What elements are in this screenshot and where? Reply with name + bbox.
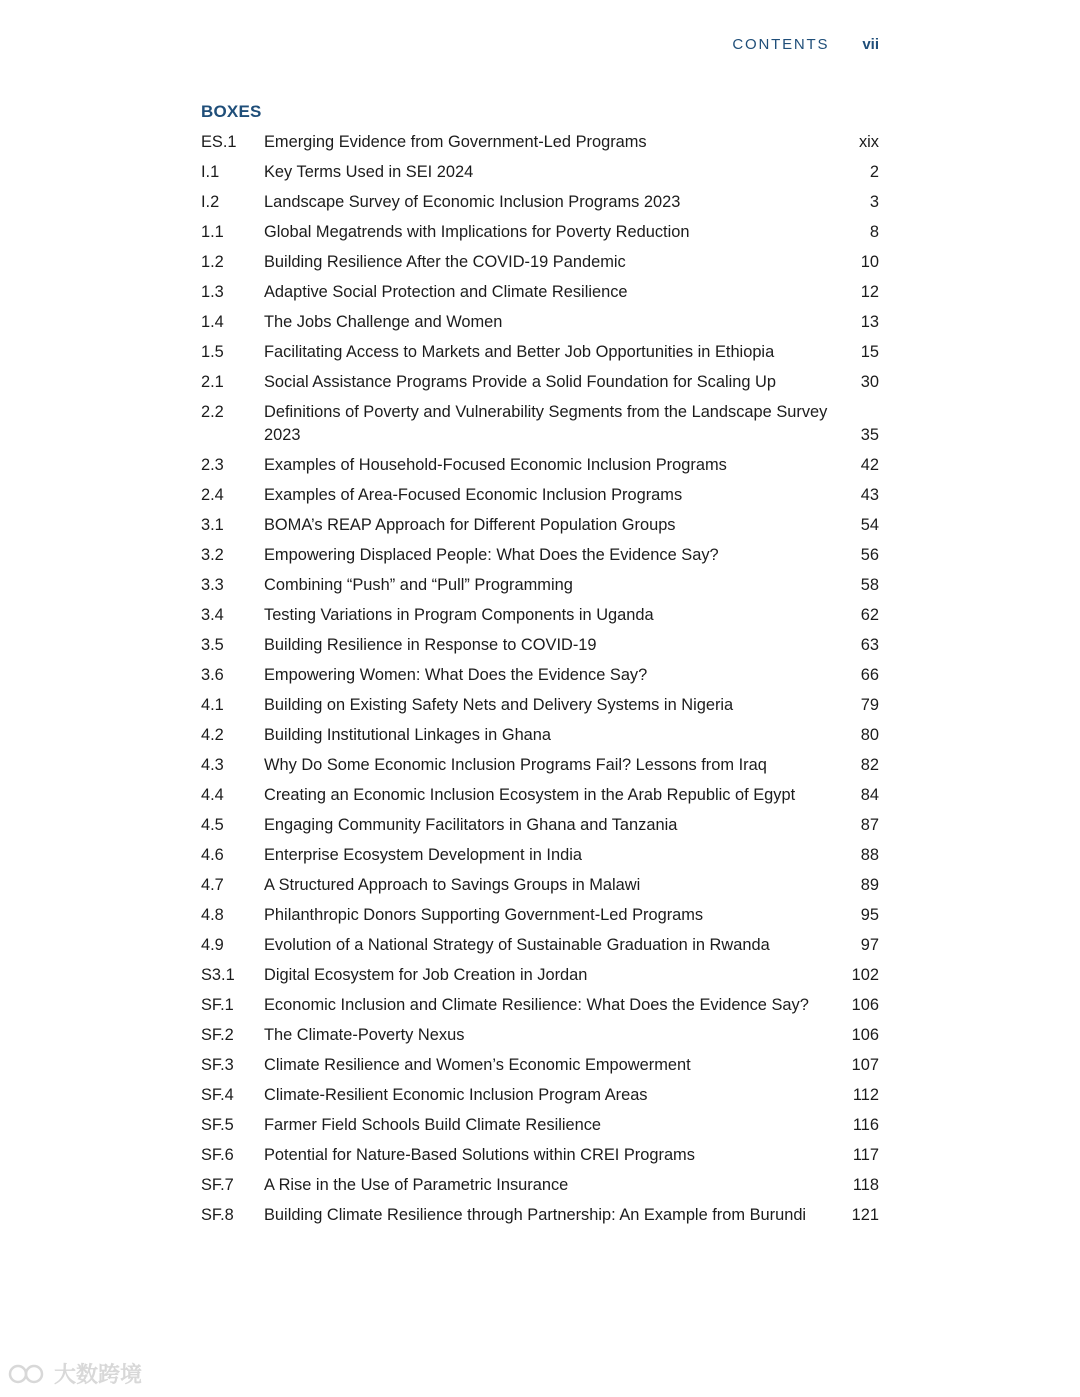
entry-page: 8	[869, 223, 879, 241]
entry-page: 30	[860, 373, 879, 391]
entry-number: 1.2	[201, 253, 224, 271]
toc-entry[interactable]	[201, 934, 879, 957]
toc-entry[interactable]	[201, 574, 879, 597]
toc-entry[interactable]	[201, 814, 879, 837]
toc-entry[interactable]	[201, 1084, 879, 1107]
entry-number: 3.3	[201, 575, 224, 594]
entry-number: 3.2	[201, 545, 224, 564]
entry-page: 89	[860, 875, 879, 894]
entry-page: 117	[852, 1145, 879, 1164]
entry-title: Empowering Women: What Does the Evidence Say?	[264, 665, 648, 684]
entry-number: SF.7	[201, 1175, 234, 1194]
entry-title: Climate Resilience and Women’s Economic Empowerment	[264, 1055, 691, 1074]
toc-entry[interactable]	[201, 341, 879, 364]
toc-entry[interactable]	[201, 874, 879, 897]
entry-page: 121	[851, 1205, 879, 1224]
entry-page: 56	[860, 545, 879, 564]
entry-number: SF.6	[201, 1145, 234, 1164]
toc-entry[interactable]	[201, 1114, 879, 1137]
entry-number: 4.4	[201, 785, 224, 804]
toc-entry[interactable]	[201, 844, 879, 867]
toc-entry[interactable]	[201, 964, 879, 987]
toc-entry[interactable]	[201, 131, 879, 154]
entry-page: 106	[851, 1025, 879, 1044]
entry-title: Adaptive Social Protection and Climate Resilience	[264, 283, 628, 301]
entry-number: I.1	[201, 163, 220, 181]
entry-page: 15	[860, 343, 879, 361]
watermark	[8, 1358, 142, 1389]
entry-page: 66	[860, 665, 879, 684]
entry-page: 82	[860, 755, 879, 774]
entry-number: 3.1	[201, 515, 224, 534]
entry-title: A Structured Approach to Savings Groups in Malawi	[264, 875, 641, 894]
toc-entry[interactable]	[201, 251, 879, 274]
entry-number: 2.2	[201, 403, 224, 421]
entry-number: 4.8	[201, 905, 224, 924]
entry-title: Building Climate Resilience through Partnership: An Example from Burundi	[264, 1205, 807, 1224]
entry-page: 63	[860, 635, 879, 654]
entry-number: SF.4	[201, 1085, 234, 1104]
toc-entry[interactable]	[201, 401, 879, 446]
entry-page: 80	[860, 725, 879, 744]
entry-page: 97	[860, 935, 879, 954]
entry-title: Building Resilience After the COVID-19 Pandemic	[264, 253, 626, 271]
entry-title: Philanthropic Donors Supporting Government-Led Programs	[264, 905, 704, 924]
entry-page: 79	[860, 695, 879, 714]
boxes-list	[201, 131, 879, 1234]
entry-page: 54	[860, 515, 879, 534]
toc-entry[interactable]	[201, 604, 879, 627]
entry-number: 3.5	[201, 635, 224, 654]
entry-page: 84	[860, 785, 879, 804]
entry-title: Social Assistance Programs Provide a Solid Foundation for Scaling Up	[264, 373, 777, 391]
toc-entry[interactable]	[201, 694, 879, 717]
entry-title: Global Megatrends with Implications for Poverty Reduction	[264, 223, 690, 241]
entry-number: 3.4	[201, 605, 224, 624]
entry-title: Key Terms Used in SEI 2024	[264, 163, 474, 181]
toc-entry[interactable]	[201, 371, 879, 394]
entry-page: 62	[860, 605, 879, 624]
toc-entry[interactable]	[201, 514, 879, 537]
entry-number: SF.3	[201, 1055, 234, 1074]
entry-number: 3.6	[201, 665, 224, 684]
entry-title: Building Resilience in Response to COVID-19	[264, 635, 597, 654]
entry-title: Landscape Survey of Economic Inclusion Programs 2023	[264, 193, 681, 211]
toc-entry[interactable]	[201, 544, 879, 567]
toc-entry[interactable]	[201, 221, 879, 244]
entry-title: Examples of Area-Focused Economic Inclusion Programs	[264, 485, 683, 504]
toc-entry[interactable]	[201, 994, 879, 1017]
entry-page: 87	[860, 815, 879, 834]
entry-title: Building on Existing Safety Nets and Delivery Systems in Nigeria	[264, 695, 734, 714]
entry-page: 43	[860, 485, 879, 504]
entry-title: Climate-Resilient Economic Inclusion Program Areas	[264, 1085, 648, 1104]
watermark-logo-icon	[8, 1363, 48, 1385]
entry-page: 112	[852, 1085, 879, 1104]
entry-number: 2.1	[201, 373, 224, 391]
entry-title: Farmer Field Schools Build Climate Resilience	[264, 1115, 602, 1134]
toc-entry[interactable]	[201, 281, 879, 304]
toc-entry[interactable]	[201, 1144, 879, 1167]
entry-number: 4.5	[201, 815, 224, 834]
toc-entry[interactable]	[201, 664, 879, 687]
toc-entry[interactable]	[201, 1024, 879, 1047]
entry-title: Testing Variations in Program Components in Uganda	[264, 605, 654, 624]
entry-number: 1.4	[201, 313, 224, 331]
entry-page: 88	[860, 845, 879, 864]
entry-number: 4.7	[201, 875, 224, 894]
entry-title: Evolution of a National Strategy of Sustainable Graduation in Rwanda	[264, 935, 770, 954]
entry-title: Facilitating Access to Markets and Better Job Opportunities in Ethiopia	[264, 343, 775, 361]
entry-title: Creating an Economic Inclusion Ecosystem in the Arab Republic of Egypt	[264, 785, 796, 804]
entry-number: S3.1	[201, 965, 235, 984]
toc-entry[interactable]	[201, 724, 879, 747]
entry-number: 4.1	[201, 695, 224, 714]
toc-entry[interactable]	[201, 311, 879, 334]
entry-number: I.2	[201, 193, 220, 211]
watermark-text: 大数跨境	[54, 1362, 143, 1387]
toc-entry[interactable]	[201, 1204, 879, 1227]
entry-title: Economic Inclusion and Climate Resilience: What Does the Evidence Say?	[264, 995, 809, 1014]
entry-title: A Rise in the Use of Parametric Insurance	[264, 1175, 569, 1194]
entry-page: 3	[869, 193, 879, 211]
running-head	[732, 36, 879, 53]
toc-entry[interactable]	[201, 1054, 879, 1077]
toc-entry[interactable]	[201, 634, 879, 657]
entry-page: 58	[860, 575, 879, 594]
entry-number: SF.8	[201, 1205, 234, 1224]
entry-title: Enterprise Ecosystem Development in India	[264, 845, 582, 864]
entry-page: 10	[860, 253, 879, 271]
entry-title: Examples of Household-Focused Economic Inclusion Programs	[264, 455, 727, 474]
entry-page: 102	[851, 965, 879, 984]
entry-page: 107	[851, 1055, 879, 1074]
entry-title: Building Institutional Linkages in Ghana	[264, 725, 552, 744]
entry-number: 4.6	[201, 845, 224, 864]
entry-title: BOMA’s REAP Approach for Different Population Groups	[264, 515, 676, 534]
entry-title: Combining “Push” and “Pull” Programming	[264, 575, 573, 594]
entry-title: Digital Ecosystem for Job Creation in Jordan	[264, 965, 588, 984]
entry-title: Definitions of Poverty and Vulnerability Segments from the Landscape Survey 2023	[264, 403, 828, 444]
toc-entry[interactable]	[201, 754, 879, 777]
entry-title: Empowering Displaced People: What Does the Evidence Say?	[264, 545, 719, 564]
entry-number: 1.5	[201, 343, 224, 361]
entry-page: 13	[860, 313, 879, 331]
toc-entry[interactable]	[201, 484, 879, 507]
entry-page: 106	[851, 995, 879, 1014]
entry-number: 4.2	[201, 725, 224, 744]
section-title: CONTENTS	[732, 36, 830, 53]
entry-page: 12	[860, 283, 879, 301]
entry-title: The Jobs Challenge and Women	[264, 313, 503, 331]
entry-number: 1.3	[201, 283, 224, 301]
entry-page: 95	[860, 905, 879, 924]
entry-number: 1.1	[201, 223, 224, 241]
entry-number: 4.3	[201, 755, 224, 774]
entry-page: 2	[869, 163, 879, 181]
entry-title: Emerging Evidence from Government-Led Programs	[264, 133, 647, 151]
toc-entry[interactable]	[201, 1174, 879, 1197]
toc-entry[interactable]	[201, 191, 879, 214]
entry-page: 116	[852, 1115, 879, 1134]
page-number: vii	[862, 36, 879, 53]
entry-number: 2.3	[201, 455, 224, 474]
toc-entry[interactable]	[201, 161, 879, 184]
toc-entry[interactable]	[201, 784, 879, 807]
entry-page: 42	[860, 455, 879, 474]
boxes-heading: BOXES	[201, 102, 262, 121]
entry-number: 2.4	[201, 485, 224, 504]
entry-title: Potential for Nature-Based Solutions within CREI Programs	[264, 1145, 695, 1164]
entry-number: 4.9	[201, 935, 224, 954]
entry-number: SF.2	[201, 1025, 234, 1044]
entry-number: SF.5	[201, 1115, 234, 1134]
entry-page: xix	[858, 133, 879, 151]
toc-entry[interactable]	[201, 454, 879, 477]
entry-title: Engaging Community Facilitators in Ghana and Tanzania	[264, 815, 678, 834]
toc-entry[interactable]	[201, 904, 879, 927]
entry-page: 118	[852, 1175, 879, 1194]
entry-number: SF.1	[201, 995, 234, 1014]
entry-title: The Climate-Poverty Nexus	[264, 1025, 465, 1044]
entry-number: ES.1	[201, 133, 237, 151]
entry-title: Why Do Some Economic Inclusion Programs Fail? Lessons from Iraq	[264, 755, 767, 774]
entry-page: 35	[860, 425, 879, 444]
